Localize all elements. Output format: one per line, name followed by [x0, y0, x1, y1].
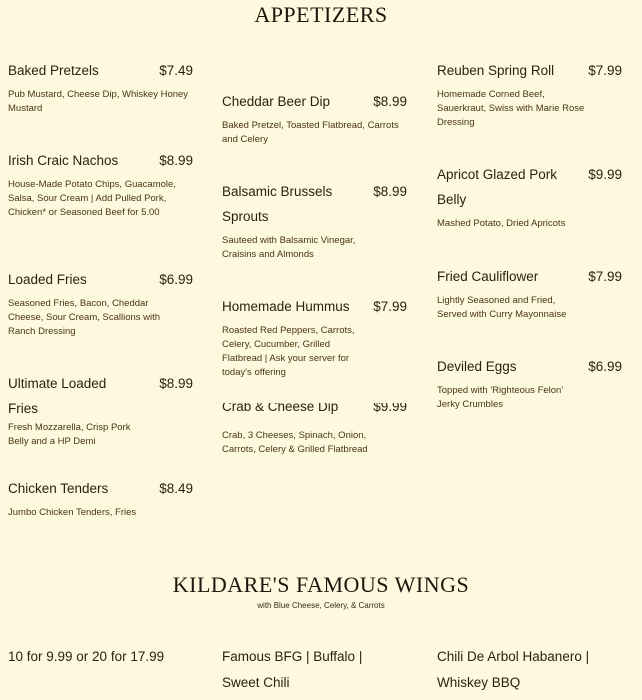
item-description: Lightly Seasoned and Fried, Served with Curry Mayonnaise	[437, 295, 567, 320]
wings-flavors-2: Chili De Arbol Habanero | Whiskey BBQ	[437, 649, 590, 690]
item-description: Crab, 3 Cheeses, Spinach, Onion, Carrots, Celery & Grilled Flatbread	[222, 430, 368, 455]
item-description: Fresh Mozzarella, Crisp Pork Belly and a HP Demi	[8, 422, 131, 447]
item-name: Chicken Tenders	[8, 481, 109, 496]
menu-item-apricot-glazed-pork-belly	[437, 162, 622, 231]
item-description: Topped with 'Righteous Felon' Jerky Crumbles	[437, 385, 564, 410]
wings-heading: KILDARE'S FAMOUS WINGS	[172, 572, 470, 597]
item-price: $9.99	[588, 167, 622, 182]
item-name: Balsamic Brussels Sprouts	[222, 184, 333, 224]
menu-item-homemade-hummus	[222, 294, 407, 380]
menu-item-ultimate-loaded-fries	[8, 371, 193, 449]
item-description: Seasoned Fries, Bacon, Cheddar Cheese, Sour Cream, Scallions with Ranch Dressing	[8, 298, 161, 337]
item-name: Homemade Hummus	[222, 299, 350, 314]
item-description: Sauteed with Balsamic Vinegar, Craisins and Almonds	[222, 235, 356, 260]
item-name: Irish Craic Nachos	[8, 153, 119, 168]
menu-item-loaded-fries	[8, 267, 193, 339]
item-description: Baked Pretzel, Toasted Flatbread, Carrots and Celery	[222, 120, 399, 145]
item-price: $7.49	[159, 63, 193, 78]
item-name: Loaded Fries	[8, 272, 87, 287]
item-price: $8.99	[159, 376, 193, 391]
item-description: Pub Mustard, Cheese Dip, Whiskey Honey Mustard	[8, 89, 189, 114]
item-price: $7.99	[588, 269, 622, 284]
item-name: Crab & Cheese Dip	[222, 403, 339, 414]
item-description: Jumbo Chicken Tenders, Fries	[8, 507, 137, 518]
item-name: Fried Cauliflower	[437, 269, 539, 284]
menu-item-reuben-spring-roll	[437, 58, 622, 130]
wings-subtitle: with Blue Cheese, Celery, & Carrots	[257, 601, 385, 610]
menu-item-balsamic-brussels-sprouts	[222, 179, 407, 262]
item-price: $6.99	[588, 359, 622, 374]
wings-pricing: 10 for 9.99 or 20 for 17.99	[8, 649, 165, 664]
item-description: Mashed Potato, Dried Apricots	[437, 218, 566, 229]
item-name: Baked Pretzels	[8, 63, 99, 78]
menu-item-cheddar-beer-dip	[222, 89, 407, 147]
item-description: Homemade Corned Beef, Sauerkraut, Swiss with Marie Rose Dressing	[437, 89, 585, 128]
item-description: Roasted Red Peppers, Carrots, Celery, Cucumber, Grilled Flatbread | Ask your server for today's offering	[222, 325, 355, 378]
item-name: Ultimate Loaded Fries	[8, 376, 107, 416]
menu-item-irish-craic-nachos	[8, 148, 193, 220]
menu-item-fried-cauliflower	[437, 264, 622, 322]
item-price: $9.99	[373, 403, 407, 414]
item-price: $7.99	[373, 299, 407, 314]
appetizers-heading: APPETIZERS	[254, 2, 388, 27]
menu-item-baked-pretzels	[8, 58, 193, 116]
item-name: Deviled Eggs	[437, 359, 517, 374]
item-name: Cheddar Beer Dip	[222, 94, 331, 109]
item-price: $8.99	[159, 153, 193, 168]
item-price: $6.99	[159, 272, 193, 287]
item-name: Apricot Glazed Pork Belly	[437, 167, 558, 207]
menu-item-crab-cheese-dip-header	[222, 403, 407, 422]
wings-flavors-1: Famous BFG | Buffalo | Sweet Chili	[222, 649, 363, 690]
menu-item-deviled-eggs	[437, 354, 622, 412]
item-price: $7.99	[588, 63, 622, 78]
item-price: $8.99	[373, 184, 407, 199]
item-price: $8.99	[373, 94, 407, 109]
item-name: Reuben Spring Roll	[437, 63, 555, 78]
item-price: $8.49	[159, 481, 193, 496]
menu-item-crab-cheese-dip	[222, 429, 407, 457]
item-description: House-Made Potato Chips, Guacamole, Salsa, Sour Cream | Add Pulled Pork, Chicken* or Seasoned Beef for 5.00	[8, 179, 176, 218]
menu-item-chicken-tenders	[8, 476, 193, 520]
